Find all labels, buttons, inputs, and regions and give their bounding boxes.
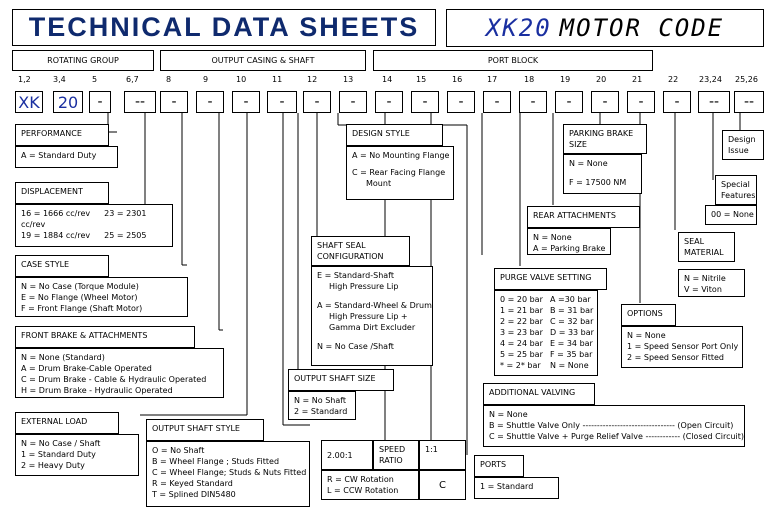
option-n: N = None <box>627 331 666 340</box>
position-number: 16 <box>452 75 463 84</box>
code-box: - <box>267 91 297 113</box>
purge-value-left: 1 = 21 bar <box>500 306 543 315</box>
position-number: 9 <box>203 75 209 84</box>
code-box: -- <box>734 91 764 113</box>
performance-label: PERFORMANCE <box>15 124 109 146</box>
position-number: 1,2 <box>18 75 31 84</box>
shaft-c: C = Wheel Flange; Studs & Nuts Fitted <box>152 468 307 477</box>
code-box: - <box>519 91 547 113</box>
options-list <box>621 326 743 368</box>
speed-ratio-1-1: 1:1 <box>419 440 466 470</box>
position-number: 14 <box>382 75 393 84</box>
parking-label-2: SIZE <box>569 140 587 149</box>
design-issue-2: Issue <box>728 146 749 155</box>
code-box: - <box>375 91 403 113</box>
position-number: 25,26 <box>735 75 758 84</box>
design-issue-label <box>722 130 764 160</box>
code-box: -- <box>698 91 730 113</box>
displacement-options <box>15 204 173 247</box>
position-number: 6,7 <box>126 75 139 84</box>
code-box: - <box>89 91 111 113</box>
special-features-label <box>715 175 757 205</box>
purge-value-left: 4 = 24 bar <box>500 339 543 348</box>
rotation-options <box>321 470 419 500</box>
shaft-o: O = No Shaft <box>152 446 205 455</box>
option-1: 1 = Speed Sensor Port Only <box>627 342 739 351</box>
code-box: 20 <box>53 91 83 113</box>
code-box: - <box>411 91 439 113</box>
code-box: - <box>232 91 260 113</box>
performance-options <box>15 146 118 168</box>
shaft-seal-options <box>311 266 433 366</box>
page-title: TECHNICAL DATA SHEETS <box>12 9 436 46</box>
purge-value-right: D = 33 bar <box>550 328 594 337</box>
disp-25: 25 = 2505 <box>104 231 147 240</box>
position-number: 17 <box>487 75 498 84</box>
speed-ratio-c: C <box>419 470 466 500</box>
special-features-options <box>705 205 757 225</box>
design-style-options <box>346 146 454 200</box>
ports-1: 1 = Standard <box>480 482 534 491</box>
purge-value-right: N = None <box>550 361 589 370</box>
purge-value-left: 5 = 25 bar <box>500 350 543 359</box>
purge-value-left: 3 = 23 bar <box>500 328 543 337</box>
code-box: -- <box>124 91 156 113</box>
design-issue-1: Design <box>728 135 756 144</box>
purge-value-right: C = 32 bar <box>550 317 594 326</box>
valving-c: C = Shuttle Valve + Purge Relief Valve ------------ (Closed Circuit) <box>489 432 745 441</box>
seal-a-cont2: Gamma Dirt Excluder <box>329 323 416 332</box>
size-2: 2 = Standard <box>294 407 348 416</box>
seal-a: A = Standard-Wheel & Drum <box>317 301 432 310</box>
shaft-seal-label-2: CONFIGURATION <box>317 252 384 261</box>
valving-n: N = None <box>489 410 528 419</box>
position-number: 3,4 <box>53 75 66 84</box>
purge-row <box>500 360 592 371</box>
front-brake-options <box>15 348 224 398</box>
code-box: - <box>483 91 511 113</box>
purge-value-left: 0 = 20 bar <box>500 295 543 304</box>
seal-v: V = Viton <box>684 285 722 294</box>
speed-ratio-label <box>373 440 419 470</box>
case-e: E = No Flange (Wheel Motor) <box>21 293 138 302</box>
external-load-options <box>15 434 139 476</box>
purge-row <box>500 327 592 338</box>
output-shaft-style-label: OUTPUT SHAFT STYLE <box>146 419 264 441</box>
additional-valving-label: ADDITIONAL VALVING <box>483 383 595 405</box>
valving-b: B = Shuttle Valve Only -------------------------------- (Open Circuit) <box>489 421 734 430</box>
disp-23: 23 = 2301 <box>104 209 147 218</box>
displacement-label: DISPLACEMENT <box>15 182 109 204</box>
shaft-seal-label <box>311 236 410 266</box>
position-number: 10 <box>236 75 247 84</box>
case-style-label: CASE STYLE <box>15 255 109 277</box>
parking-n: N = None <box>569 159 608 168</box>
purge-row <box>500 305 592 316</box>
brake-h: H = Drum Brake - Hydraulic Operated <box>21 386 173 395</box>
brake-a: A = Drum Brake-Cable Operated <box>21 364 152 373</box>
parking-brake-options <box>563 154 642 194</box>
purge-value-right: E = 34 bar <box>550 339 593 348</box>
code-box: - <box>591 91 619 113</box>
additional-valving-options <box>483 405 745 447</box>
rear-n: N = None <box>533 233 572 242</box>
purge-valve-label: PURGE VALVE SETTING <box>494 268 607 290</box>
code-box: XK <box>15 91 43 113</box>
code-box: - <box>447 91 475 113</box>
parking-f: F = 17500 NM <box>569 178 627 187</box>
code-box: - <box>555 91 583 113</box>
disp-19: 19 = 1884 cc/rev <box>21 231 91 240</box>
position-number: 8 <box>166 75 172 84</box>
rear-attachments-label: REAR ATTACHMENTS <box>527 206 640 228</box>
position-number: 19 <box>560 75 571 84</box>
code-box: - <box>303 91 331 113</box>
seal-material-label <box>678 232 735 262</box>
speed-label-1: SPEED <box>379 445 406 454</box>
group-output: OUTPUT CASING & SHAFT <box>160 50 366 71</box>
options-label: OPTIONS <box>621 304 676 326</box>
size-n: N = No Shaft <box>294 396 347 405</box>
position-number: 15 <box>416 75 427 84</box>
purge-value-right: A =30 bar <box>550 295 591 304</box>
position-number: 18 <box>524 75 535 84</box>
shaft-seal-label-1: SHAFT SEAL <box>317 241 366 250</box>
code-box: - <box>339 91 367 113</box>
code-box: - <box>196 91 224 113</box>
rotation-r: R = CW Rotation <box>327 475 394 484</box>
special-none: 00 = None <box>711 210 754 219</box>
brake-n: N = None (Standard) <box>21 353 105 362</box>
performance-option-a: A = Standard Duty <box>21 151 97 160</box>
rotation-l: L = CCW Rotation <box>327 486 399 495</box>
special-2: Features <box>721 191 756 200</box>
position-number: 13 <box>343 75 354 84</box>
design-c-cont: Mount <box>366 179 392 188</box>
position-number: 5 <box>92 75 98 84</box>
purge-row <box>500 294 592 305</box>
disp-unit: cc/rev <box>21 220 46 229</box>
position-number: 12 <box>307 75 318 84</box>
purge-valve-options <box>494 290 598 376</box>
position-number: 21 <box>632 75 643 84</box>
ports-label: PORTS <box>474 455 524 477</box>
speed-ratio-2-1: 2.00:1 <box>321 440 373 470</box>
external-load-label: EXTERNAL LOAD <box>15 412 119 434</box>
position-number: 23,24 <box>699 75 722 84</box>
output-shaft-size-options <box>288 391 356 420</box>
purge-value-left: 2 = 22 bar <box>500 317 543 326</box>
purge-row <box>500 316 592 327</box>
load-n: N = No Case / Shaft <box>21 439 101 448</box>
brake-c: C = Drum Brake - Cable & Hydraulic Operated <box>21 375 207 384</box>
purge-value-right: F = 35 bar <box>550 350 593 359</box>
purge-value-left: * = 2* bar <box>500 361 541 370</box>
purge-value-right: B = 31 bar <box>550 306 594 315</box>
design-c: C = Rear Facing Flange <box>352 168 446 177</box>
option-2: 2 = Speed Sensor Fitted <box>627 353 724 362</box>
shaft-t: T = Splined DIN5480 <box>152 490 236 499</box>
seal-mat-label-1: SEAL <box>684 237 705 246</box>
load-2: 2 = Heavy Duty <box>21 461 85 470</box>
front-brake-label: FRONT BRAKE & ATTACHMENTS <box>15 326 195 348</box>
seal-n: N = Nitrile <box>684 274 726 283</box>
design-a: A = No Mounting Flange <box>352 151 450 160</box>
parking-brake-label <box>563 124 647 154</box>
disp-16: 16 = 1666 cc/rev <box>21 209 91 218</box>
seal-mat-label-2: MATERIAL <box>684 248 724 257</box>
special-1: Special <box>721 180 750 189</box>
case-style-options <box>15 277 188 317</box>
speed-label-2: RATIO <box>379 456 403 465</box>
code-box: - <box>627 91 655 113</box>
output-shaft-size-label: OUTPUT SHAFT SIZE <box>288 369 394 391</box>
group-rotating: ROTATING GROUP <box>12 50 154 71</box>
output-shaft-style-options <box>146 441 310 507</box>
position-number: 22 <box>668 75 679 84</box>
seal-a-cont1: High Pressure Lip + <box>329 312 408 321</box>
position-number: 11 <box>272 75 283 84</box>
code-box: - <box>663 91 691 113</box>
seal-n: N = No Case /Shaft <box>317 342 394 351</box>
motor-code: XK20 <box>485 14 552 42</box>
position-number: 20 <box>596 75 607 84</box>
case-f: F = Front Flange (Shaft Motor) <box>21 304 143 313</box>
ports-options <box>474 477 559 499</box>
purge-row <box>500 338 592 349</box>
shaft-r: R = Keyed Standard <box>152 479 233 488</box>
purge-row <box>500 349 592 360</box>
rear-a: A = Parking Brake <box>533 244 606 253</box>
seal-e: E = Standard-Shaft <box>317 271 394 280</box>
group-port: PORT BLOCK <box>373 50 653 71</box>
load-1: 1 = Standard Duty <box>21 450 96 459</box>
code-box: - <box>160 91 188 113</box>
shaft-b: B = Wheel Flange ; Studs Fitted <box>152 457 280 466</box>
seal-e-cont: High Pressure Lip <box>329 282 399 291</box>
case-n: N = No Case (Torque Module) <box>21 282 139 291</box>
parking-label-1: PARKING BRAKE <box>569 129 634 138</box>
seal-material-options <box>678 269 745 297</box>
motor-code-label: MOTOR CODE <box>559 14 725 42</box>
rear-attachments-options <box>527 228 611 255</box>
design-style-label: DESIGN STYLE <box>346 124 443 146</box>
